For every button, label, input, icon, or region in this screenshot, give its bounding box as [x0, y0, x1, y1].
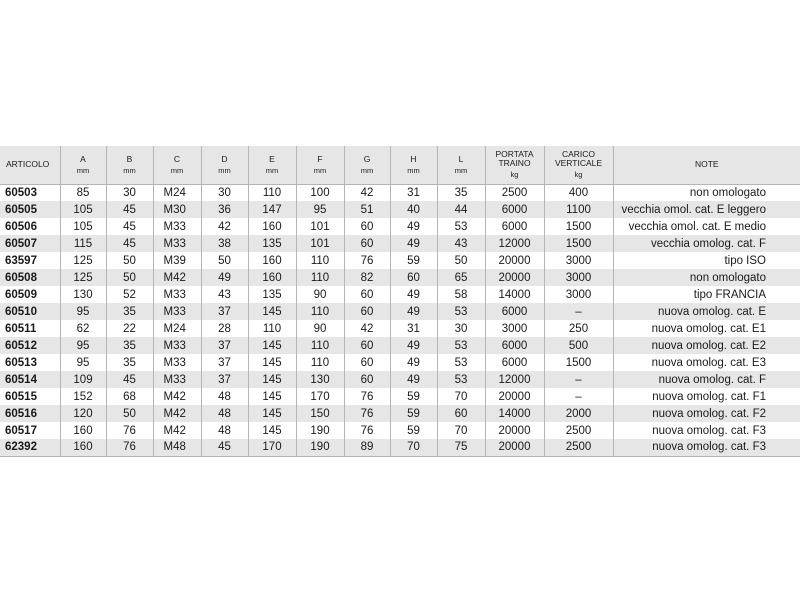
table-row: [0, 439, 800, 456]
cell-d: 37: [201, 337, 248, 354]
cell-c: M30: [153, 201, 201, 218]
cell-a: 160: [60, 439, 106, 456]
cell-g: 76: [344, 422, 390, 439]
table-row: [0, 422, 800, 439]
cell-f: 90: [296, 286, 344, 303]
cell-h: 59: [390, 388, 437, 405]
cell-l: 50: [437, 252, 485, 269]
cell-note: nuova omolog. cat. E3: [613, 354, 800, 371]
cell-articolo: 60510: [5, 305, 37, 318]
cell-e: 160: [248, 218, 296, 235]
cell-d: 43: [201, 286, 248, 303]
column-header-unit: mm: [170, 165, 184, 175]
cell-e: 110: [248, 184, 296, 201]
column-header-label: PORTATA: [495, 149, 534, 160]
cell-g: 82: [344, 269, 390, 286]
cell-articolo: 63597: [5, 254, 37, 267]
cell-c: M33: [153, 354, 201, 371]
column-header-f: [296, 146, 344, 184]
column-header-label: B: [126, 153, 133, 164]
column-header-label: D: [221, 153, 228, 164]
cell-d: 30: [201, 184, 248, 201]
cell-e: 145: [248, 371, 296, 388]
cell-note: tipo ISO: [613, 252, 800, 269]
cell-e: 110: [248, 320, 296, 337]
cell-c: M33: [153, 303, 201, 320]
cell-f: 101: [296, 218, 344, 235]
spec-table: [0, 146, 800, 457]
column-header-label: F: [317, 153, 323, 164]
table-row: [0, 303, 800, 320]
cell-c: M42: [153, 388, 201, 405]
cell-e: 145: [248, 388, 296, 405]
column-header-l: [437, 146, 485, 184]
cell-f: 190: [296, 422, 344, 439]
cell-note: vecchia omol. cat. E medio: [613, 218, 800, 235]
cell-b: 45: [106, 201, 153, 218]
cell-a: 95: [60, 354, 106, 371]
cell-h: 40: [390, 201, 437, 218]
cell-h: 60: [390, 269, 437, 286]
cell-f: 101: [296, 235, 344, 252]
table-row: [0, 371, 800, 388]
cell-note: nuova omolog. cat. E2: [613, 337, 800, 354]
cell-a: 125: [60, 269, 106, 286]
cell-f: 190: [296, 439, 344, 456]
cell-note: nuova omolog. cat. F: [613, 371, 800, 388]
column-header-unit: mm: [218, 165, 231, 175]
cell-a: 115: [60, 235, 106, 252]
cell-h: 49: [390, 354, 437, 371]
cell-l: 70: [437, 422, 485, 439]
cell-note: vecchia omol. cat. E leggero: [613, 201, 800, 218]
cell-carico: –: [544, 388, 613, 405]
column-header-unit: mm: [407, 165, 420, 175]
column-header-label: CARICO: [561, 149, 596, 160]
column-header-label: C: [173, 153, 181, 164]
cell-d: 50: [201, 252, 248, 269]
cell-c: M24: [153, 320, 201, 337]
cell-e: 147: [248, 201, 296, 218]
column-header-unit: mm: [76, 165, 90, 175]
cell-articolo: 60512: [5, 339, 37, 352]
column-header-label: L: [458, 153, 464, 164]
cell-l: 43: [437, 235, 485, 252]
cell-c: M33: [153, 371, 201, 388]
cell-note: tipo FRANCIA: [613, 286, 800, 303]
table-row: [0, 235, 800, 252]
cell-f: 110: [296, 303, 344, 320]
cell-b: 52: [106, 286, 153, 303]
cell-c: M33: [153, 235, 201, 252]
column-header-label: VERTICALE: [554, 158, 603, 169]
cell-c: M42: [153, 405, 201, 422]
column-header-c: [153, 146, 201, 184]
cell-d: 48: [201, 388, 248, 405]
cell-l: 53: [437, 371, 485, 388]
cell-a: 105: [60, 201, 106, 218]
cell-a: 160: [60, 422, 106, 439]
cell-f: 130: [296, 371, 344, 388]
column-header-portata: [485, 146, 544, 184]
cell-b: 30: [106, 184, 153, 201]
cell-e: 170: [248, 439, 296, 456]
cell-g: 60: [344, 371, 390, 388]
cell-g: 51: [344, 201, 390, 218]
cell-d: 28: [201, 320, 248, 337]
cell-portata: 2500: [485, 184, 544, 201]
cell-b: 45: [106, 218, 153, 235]
cell-portata: 6000: [485, 337, 544, 354]
column-header-h: [390, 146, 437, 184]
cell-portata: 6000: [485, 201, 544, 218]
table-row: [0, 184, 800, 201]
cell-h: 49: [390, 303, 437, 320]
cell-portata: 20000: [485, 388, 544, 405]
cell-g: 76: [344, 388, 390, 405]
cell-g: 60: [344, 337, 390, 354]
cell-a: 152: [60, 388, 106, 405]
cell-carico: 1500: [544, 218, 613, 235]
cell-a: 95: [60, 303, 106, 320]
table-body: [0, 184, 800, 456]
table-row: [0, 269, 800, 286]
cell-portata: 6000: [485, 354, 544, 371]
cell-e: 145: [248, 422, 296, 439]
column-header-label: TRAINO: [498, 158, 531, 169]
cell-g: 89: [344, 439, 390, 456]
cell-portata: 12000: [485, 235, 544, 252]
cell-l: 53: [437, 337, 485, 354]
cell-f: 90: [296, 320, 344, 337]
cell-articolo: 60514: [5, 373, 37, 386]
cell-portata: 14000: [485, 405, 544, 422]
cell-e: 160: [248, 269, 296, 286]
cell-f: 95: [296, 201, 344, 218]
column-header-label: A: [80, 153, 86, 164]
cell-a: 130: [60, 286, 106, 303]
cell-b: 35: [106, 337, 153, 354]
column-header-d: [201, 146, 248, 184]
cell-c: M24: [153, 184, 201, 201]
cell-articolo: 60507: [5, 237, 37, 250]
cell-b: 50: [106, 269, 153, 286]
cell-b: 45: [106, 371, 153, 388]
column-header-label: NOTE: [694, 159, 719, 170]
cell-a: 85: [60, 184, 106, 201]
cell-articolo: 60511: [5, 322, 37, 335]
cell-l: 60: [437, 405, 485, 422]
cell-l: 58: [437, 286, 485, 303]
cell-portata: 20000: [485, 252, 544, 269]
column-header-label: G: [363, 153, 371, 164]
cell-g: 60: [344, 235, 390, 252]
cell-carico: 2500: [544, 439, 613, 456]
column-header-a: [60, 146, 106, 184]
cell-e: 145: [248, 405, 296, 422]
column-header-unit: mm: [313, 165, 327, 175]
cell-carico: 3000: [544, 269, 613, 286]
cell-articolo: 60506: [5, 220, 37, 233]
cell-note: nuova omolog. cat. F2: [613, 405, 800, 422]
cell-l: 53: [437, 354, 485, 371]
cell-a: 120: [60, 405, 106, 422]
cell-e: 160: [248, 252, 296, 269]
cell-e: 135: [248, 286, 296, 303]
cell-h: 49: [390, 337, 437, 354]
column-header-carico: [544, 146, 613, 184]
cell-c: M48: [153, 439, 201, 456]
cell-d: 45: [201, 439, 248, 456]
cell-a: 125: [60, 252, 106, 269]
column-header-articolo: [0, 146, 60, 184]
cell-portata: 6000: [485, 303, 544, 320]
table-row: [0, 218, 800, 235]
table-row: [0, 320, 800, 337]
cell-note: nuova omolog. cat. F3: [613, 422, 800, 439]
cell-portata: 6000: [485, 218, 544, 235]
table-row: [0, 354, 800, 371]
cell-articolo: 60508: [5, 271, 37, 284]
cell-carico: 1500: [544, 354, 613, 371]
cell-g: 60: [344, 286, 390, 303]
cell-l: 44: [437, 201, 485, 218]
cell-h: 49: [390, 371, 437, 388]
column-header-note: [613, 146, 800, 184]
cell-h: 49: [390, 218, 437, 235]
cell-carico: 2000: [544, 405, 613, 422]
cell-d: 37: [201, 303, 248, 320]
cell-l: 70: [437, 388, 485, 405]
cell-portata: 20000: [485, 439, 544, 456]
cell-d: 38: [201, 235, 248, 252]
cell-articolo: 60509: [5, 288, 37, 301]
column-header-unit: mm: [360, 165, 374, 175]
cell-b: 50: [106, 405, 153, 422]
cell-l: 30: [437, 320, 485, 337]
cell-e: 145: [248, 337, 296, 354]
cell-c: M42: [153, 422, 201, 439]
cell-carico: 400: [544, 184, 613, 201]
cell-a: 62: [60, 320, 106, 337]
cell-g: 76: [344, 405, 390, 422]
cell-d: 49: [201, 269, 248, 286]
cell-note: nuova omolog. cat. F3: [613, 439, 800, 456]
table-row: [0, 388, 800, 405]
cell-l: 65: [437, 269, 485, 286]
cell-b: 50: [106, 252, 153, 269]
cell-f: 110: [296, 269, 344, 286]
cell-a: 95: [60, 337, 106, 354]
cell-b: 35: [106, 303, 153, 320]
column-header-label: H: [410, 153, 417, 164]
cell-c: M42: [153, 269, 201, 286]
cell-b: 76: [106, 439, 153, 456]
cell-e: 135: [248, 235, 296, 252]
cell-d: 36: [201, 201, 248, 218]
cell-carico: 500: [544, 337, 613, 354]
header-row: [0, 146, 800, 184]
cell-l: 35: [437, 184, 485, 201]
cell-articolo: 60505: [5, 203, 37, 216]
cell-carico: 3000: [544, 252, 613, 269]
column-header-unit: kg: [510, 170, 519, 180]
cell-h: 49: [390, 235, 437, 252]
cell-c: M33: [153, 218, 201, 235]
cell-h: 49: [390, 286, 437, 303]
cell-d: 37: [201, 354, 248, 371]
cell-d: 42: [201, 218, 248, 235]
cell-b: 68: [106, 388, 153, 405]
cell-c: M33: [153, 286, 201, 303]
cell-h: 31: [390, 320, 437, 337]
cell-l: 53: [437, 303, 485, 320]
cell-h: 59: [390, 405, 437, 422]
cell-note: non omologato: [613, 269, 800, 286]
column-header-unit: mm: [265, 165, 279, 175]
cell-d: 48: [201, 405, 248, 422]
cell-g: 60: [344, 218, 390, 235]
cell-f: 110: [296, 337, 344, 354]
cell-f: 100: [296, 184, 344, 201]
cell-note: nuova omolog. cat. E1: [613, 320, 800, 337]
cell-portata: 12000: [485, 371, 544, 388]
cell-g: 60: [344, 354, 390, 371]
cell-portata: 20000: [485, 269, 544, 286]
cell-d: 48: [201, 422, 248, 439]
cell-g: 42: [344, 184, 390, 201]
cell-carico: 2500: [544, 422, 613, 439]
cell-g: 76: [344, 252, 390, 269]
cell-carico: 3000: [544, 286, 613, 303]
column-header-unit: kg: [574, 170, 583, 180]
table-row: [0, 286, 800, 303]
cell-f: 110: [296, 252, 344, 269]
cell-note: nuova omolog. cat. E: [613, 303, 800, 320]
cell-a: 105: [60, 218, 106, 235]
cell-g: 42: [344, 320, 390, 337]
cell-articolo: 60513: [5, 356, 37, 369]
cell-g: 60: [344, 303, 390, 320]
table-row: [0, 252, 800, 269]
cell-articolo: 60516: [5, 407, 37, 420]
table-header: [0, 146, 800, 184]
cell-carico: –: [544, 303, 613, 320]
cell-articolo: 60517: [5, 424, 37, 437]
column-header-unit: mm: [454, 165, 468, 175]
cell-carico: 1100: [544, 201, 613, 218]
cell-portata: 3000: [485, 320, 544, 337]
cell-f: 150: [296, 405, 344, 422]
cell-articolo: 60515: [5, 390, 37, 403]
cell-d: 37: [201, 371, 248, 388]
column-header-unit: mm: [123, 165, 136, 175]
cell-h: 59: [390, 422, 437, 439]
cell-l: 75: [437, 439, 485, 456]
cell-e: 145: [248, 303, 296, 320]
table-row: [0, 337, 800, 354]
cell-b: 35: [106, 354, 153, 371]
cell-portata: 20000: [485, 422, 544, 439]
column-header-b: [106, 146, 153, 184]
column-header-label: E: [269, 153, 275, 164]
cell-l: 53: [437, 218, 485, 235]
table-row: [0, 405, 800, 422]
cell-note: vecchia omolog. cat. F: [613, 235, 800, 252]
cell-b: 45: [106, 235, 153, 252]
cell-articolo: 60503: [5, 186, 37, 199]
cell-note: nuova omolog. cat. F1: [613, 388, 800, 405]
cell-h: 59: [390, 252, 437, 269]
column-header-e: [248, 146, 296, 184]
column-header-label: ARTICOLO: [6, 159, 50, 170]
table-row: [0, 201, 800, 218]
cell-carico: 250: [544, 320, 613, 337]
cell-e: 145: [248, 354, 296, 371]
column-header-g: [344, 146, 390, 184]
cell-c: M39: [153, 252, 201, 269]
cell-articolo: 62392: [0, 439, 60, 456]
cell-h: 70: [390, 439, 437, 456]
cell-b: 76: [106, 422, 153, 439]
cell-f: 170: [296, 388, 344, 405]
cell-a: 109: [60, 371, 106, 388]
cell-note: non omologato: [613, 184, 800, 201]
cell-c: M33: [153, 337, 201, 354]
cell-carico: –: [544, 371, 613, 388]
cell-carico: 1500: [544, 235, 613, 252]
cell-f: 110: [296, 354, 344, 371]
cell-b: 22: [106, 320, 153, 337]
cell-h: 31: [390, 184, 437, 201]
cell-portata: 14000: [485, 286, 544, 303]
